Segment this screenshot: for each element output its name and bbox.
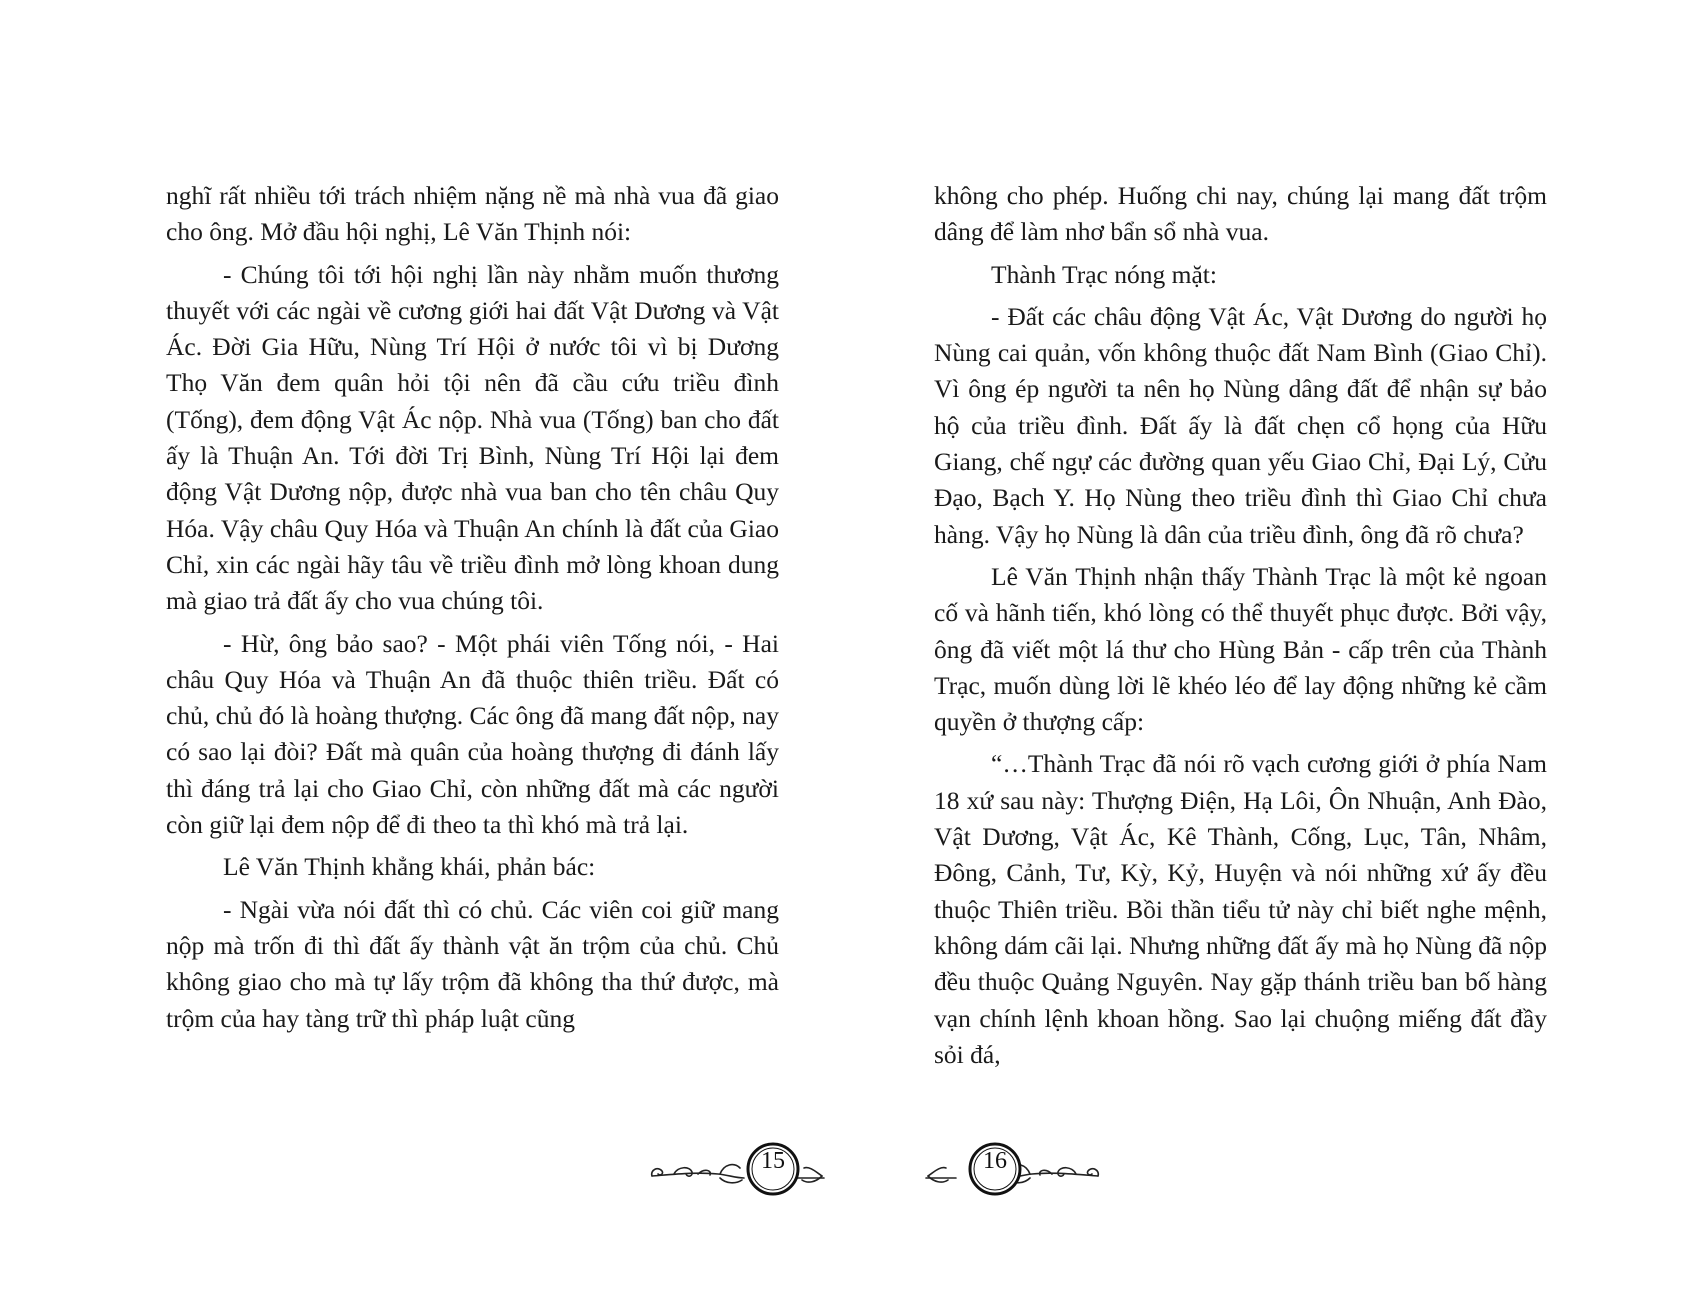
left-paragraph-3: - Hừ, ông bảo sao? - Một phái viên Tống nói, - Hai châu Quy Hóa và Thuận An đã thuộc thiên triều. Đất có chủ, chủ đó là hoàng thượng. Các ông đã mang đất nộp, nay có sao lại đòi? Đất mà quân của hoàng thượng đi đánh lấy thì đáng trả lại cho Giao Chỉ, còn những đất mà các người còn giữ lại đem nộp để đi theo ta thì khó mà trả lại. <box>166 628 779 840</box>
left-paragraph-2: - Chúng tôi tới hội nghị lần này nhằm muốn thương thuyết với các ngài về cương giới hai đất Vật Dương và Vật Ác. Đời Gia Hữu, Nùng Trí Hội ở nước tôi vì bị Dương Thọ Văn đem quân hỏi tội nên đã cầu cứu triều đình (Tống), đem động Vật Ác nộp. Nhà vua (Tống) ban cho đất ấy là Thuận An. Tới đời Trị Bình, Nùng Trí Hội lại đem động Vật Dương nộp, được nhà vua ban cho tên châu Quy Hóa. Vậy châu Quy Hóa và Thuận An chính là đất của Giao Chỉ, xin các ngài hãy tâu về triều đình mở lòng khoan dung mà giao trả đất ấy cho vua chúng tôi. <box>166 259 779 616</box>
right-paragraph-5: “…Thành Trạc đã nói rõ vạch cương giới ở phía Nam 18 xứ sau này: Thượng Điện, Hạ Lôi, Ôn Nhuận, Anh Đào, Vật Dương, Vật Ác, Kê Thành, Cống, Lục, Tân, Nhâm, Đông, Cảnh, Tư, Kỳ, Kỷ, Huyện và nói những xứ ấy đều thuộc Thiên triều. Bồi thần tiểu tử này chỉ biết nghe mệnh, không dám cãi lại. Nhưng những đất ấy mà họ Nùng đã nộp đều thuộc Quảng Nguyên. Nay gặp thánh triều ban bố hàng vạn chính lệnh khoan hồng. Sao lại chuộng miếng đất đầy sỏi đá, <box>934 749 1547 1069</box>
left-paragraph-1: nghĩ rất nhiều tới trách nhiệm nặng nề mà nhà vua đã giao cho ông. Mở đầu hội nghị, Lê Văn Thịnh nói: <box>166 181 779 247</box>
right-paragraph-3: - Đất các châu động Vật Ác, Vật Dương do người họ Nùng cai quản, vốn không thuộc đất Nam Bình (Giao Chỉ). Vì ông ép người ta nên họ Nùng dâng đất để nhận sự bảo hộ của triều đình. Đất ấy là đất chẹn cổ họng của Hữu Giang, chế ngự các đường quan yếu Giao Chỉ, Đại Lý, Cửu Đạo, Bạch Y. Họ Nùng theo triều đình thì Giao Chỉ chưa hàng. Vậy họ Nùng là dân của triều đình, ông đã rõ chưa? <box>934 301 1547 549</box>
left-page-text <box>166 178 779 1043</box>
page-number-left <box>648 1138 828 1200</box>
left-paragraph-5: - Ngài vừa nói đất thì có chủ. Các viên coi giữ mang nộp mà trốn đi thì đất ấy thành vật ăn trộm của chủ. Chủ không giao cho mà tự lấy trộm đã không tha thứ được, mà trộm của hay tàng trữ thì pháp luật cũng <box>166 894 779 1033</box>
right-page-text <box>934 178 1547 1079</box>
page-number-right <box>922 1138 1102 1200</box>
flourish-ornament-left-icon <box>648 1138 828 1200</box>
page-number-label: 15 <box>761 1148 785 1174</box>
right-paragraph-1: không cho phép. Huống chi nay, chúng lại mang đất trộm dâng để làm nhơ bẩn sổ nhà vua. <box>934 181 1547 247</box>
right-paragraph-2: Thành Trạc nóng mặt: <box>991 259 1217 289</box>
page-number-label: 16 <box>983 1148 1007 1174</box>
right-paragraph-4: Lê Văn Thịnh nhận thấy Thành Trạc là một kẻ ngoan cố và hãnh tiến, khó lòng có thể thuyết phục được. Bởi vậy, ông đã viết một lá thư cho Hùng Bản - cấp trên của Thành Trạc, muốn dùng lời lẽ khéo léo để lay động những kẻ cầm quyền ở thượng cấp: <box>934 561 1547 737</box>
left-paragraph-4: Lê Văn Thịnh khẳng khái, phản bác: <box>223 852 596 882</box>
